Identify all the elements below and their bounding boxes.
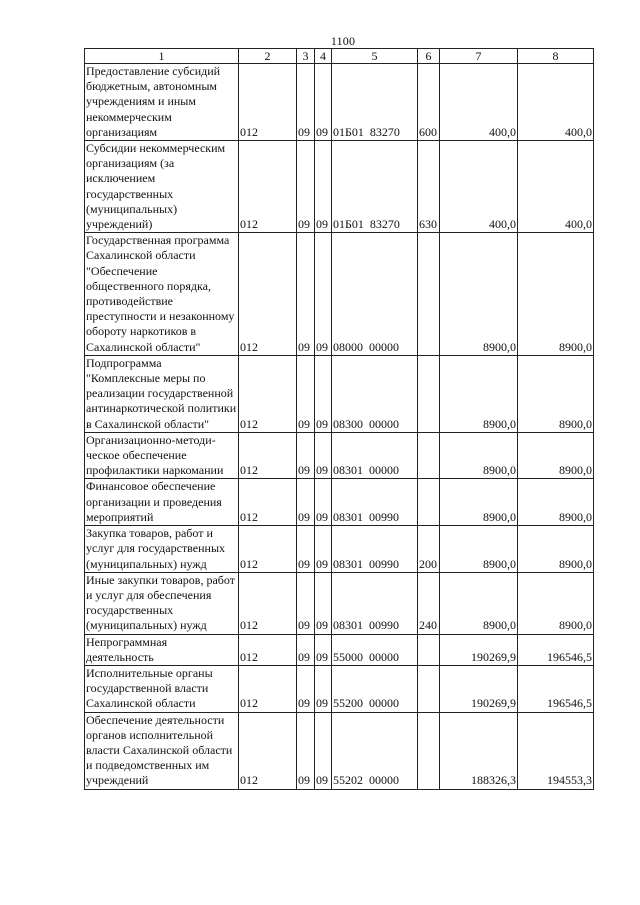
row-sum1: 8900,0 [440,526,518,573]
row-name: Закупка товаров, работ и услуг для государственных (муниципальных) нужд [85,526,239,573]
row-ved: 012 [239,712,297,789]
row-vr [418,355,440,432]
row-sum1: 190269,9 [440,634,518,665]
row-rz: 09 [297,64,315,141]
row-sum2: 8900,0 [518,526,594,573]
row-vr: 630 [418,141,440,233]
row-rz: 09 [297,634,315,665]
row-csr: 08000 00000 [332,233,418,356]
row-vr: 240 [418,572,440,634]
table-row [85,526,594,573]
row-rz: 09 [297,141,315,233]
row-sum1: 8900,0 [440,233,518,356]
row-ved: 012 [239,141,297,233]
row-vr [418,712,440,789]
row-rz: 09 [297,432,315,479]
row-csr: 08301 00000 [332,432,418,479]
col-header-ved: 2 [239,49,297,64]
col-header-sum2: 8 [518,49,594,64]
table-row [85,665,594,712]
col-header-pr: 4 [315,49,332,64]
row-sum2: 194553,3 [518,712,594,789]
row-csr: 55000 00000 [332,634,418,665]
row-vr [418,634,440,665]
row-sum2: 8900,0 [518,233,594,356]
table-row [85,634,594,665]
row-sum1: 400,0 [440,64,518,141]
row-csr: 08301 00990 [332,526,418,573]
row-name: Подпрограмма "Комплексные меры по реализации государственной антинаркотической политики в Сахалинской области" [85,355,239,432]
row-name: Непрограммная деятельность [85,634,239,665]
row-sum2: 196546,5 [518,634,594,665]
row-sum2: 8900,0 [518,355,594,432]
row-sum2: 196546,5 [518,665,594,712]
row-rz: 09 [297,712,315,789]
table-row [85,355,594,432]
row-vr: 200 [418,526,440,573]
row-sum1: 8900,0 [440,572,518,634]
row-rz: 09 [297,665,315,712]
table-row [85,432,594,479]
row-vr [418,432,440,479]
row-ved: 012 [239,634,297,665]
row-csr: 08300 00000 [332,355,418,432]
row-rz: 09 [297,233,315,356]
row-vr: 600 [418,64,440,141]
row-ved: 012 [239,572,297,634]
row-name: Исполнительные органы государственной власти Сахалинской области [85,665,239,712]
row-ved: 012 [239,526,297,573]
row-csr: 55202 00000 [332,712,418,789]
row-rz: 09 [297,572,315,634]
row-sum1: 8900,0 [440,432,518,479]
table-row [85,64,594,141]
col-header-sum1: 7 [440,49,518,64]
row-csr: 08301 00990 [332,572,418,634]
col-header-csr: 5 [332,49,418,64]
table-row [85,233,594,356]
row-csr: 55200 00000 [332,665,418,712]
col-header-name: 1 [85,49,239,64]
row-sum1: 400,0 [440,141,518,233]
row-sum1: 8900,0 [440,479,518,526]
row-sum2: 8900,0 [518,479,594,526]
row-pr: 09 [315,141,332,233]
row-csr: 01Б01 83270 [332,64,418,141]
row-name: Субсидии некоммерческим организациям (за исключением государственных (муниципальных) учреждений) [85,141,239,233]
row-sum1: 190269,9 [440,665,518,712]
row-vr [418,479,440,526]
row-vr [418,233,440,356]
col-header-rz: 3 [297,49,315,64]
row-name: Иные закупки товаров, работ и услуг для обеспечения государственных (муниципальных) нужд [85,572,239,634]
row-pr: 09 [315,634,332,665]
row-sum2: 400,0 [518,64,594,141]
row-ved: 012 [239,432,297,479]
row-ved: 012 [239,233,297,356]
row-name: Обеспечение деятельности органов исполнительной власти Сахалинской области и подведомственных им учреждений [85,712,239,789]
row-pr: 09 [315,432,332,479]
row-sum2: 400,0 [518,141,594,233]
row-vr [418,665,440,712]
row-rz: 09 [297,526,315,573]
row-pr: 09 [315,479,332,526]
row-sum1: 8900,0 [440,355,518,432]
row-rz: 09 [297,355,315,432]
table-row [85,141,594,233]
row-ved: 012 [239,479,297,526]
row-csr: 08301 00990 [332,479,418,526]
row-ved: 012 [239,64,297,141]
row-sum2: 8900,0 [518,432,594,479]
table-row [85,479,594,526]
row-pr: 09 [315,233,332,356]
row-pr: 09 [315,665,332,712]
row-sum1: 188326,3 [440,712,518,789]
row-name: Государственная программа Сахалинской области "Обеспечение общественного порядка, противодействие преступности и незаконному обороту наркотиков в Сахалинской области" [85,233,239,356]
row-rz: 09 [297,479,315,526]
row-name: Предоставление субсидий бюджетным, автономным учреждениям и иным некоммерческим организациям [85,64,239,141]
row-pr: 09 [315,526,332,573]
row-csr: 01Б01 83270 [332,141,418,233]
row-ved: 012 [239,355,297,432]
page-number: 1100 [330,34,356,48]
row-pr: 09 [315,572,332,634]
row-name: Финансовое обеспечение организации и проведения мероприятий [85,479,239,526]
row-pr: 09 [315,712,332,789]
row-pr: 09 [315,64,332,141]
row-pr: 09 [315,355,332,432]
col-header-vr: 6 [418,49,440,64]
row-sum2: 8900,0 [518,572,594,634]
row-ved: 012 [239,665,297,712]
budget-table [84,48,594,790]
table-row [85,572,594,634]
row-name: Организационно-методи-ческое обеспечение профилактики наркомании [85,432,239,479]
header-row [85,49,594,64]
table-row [85,712,594,789]
